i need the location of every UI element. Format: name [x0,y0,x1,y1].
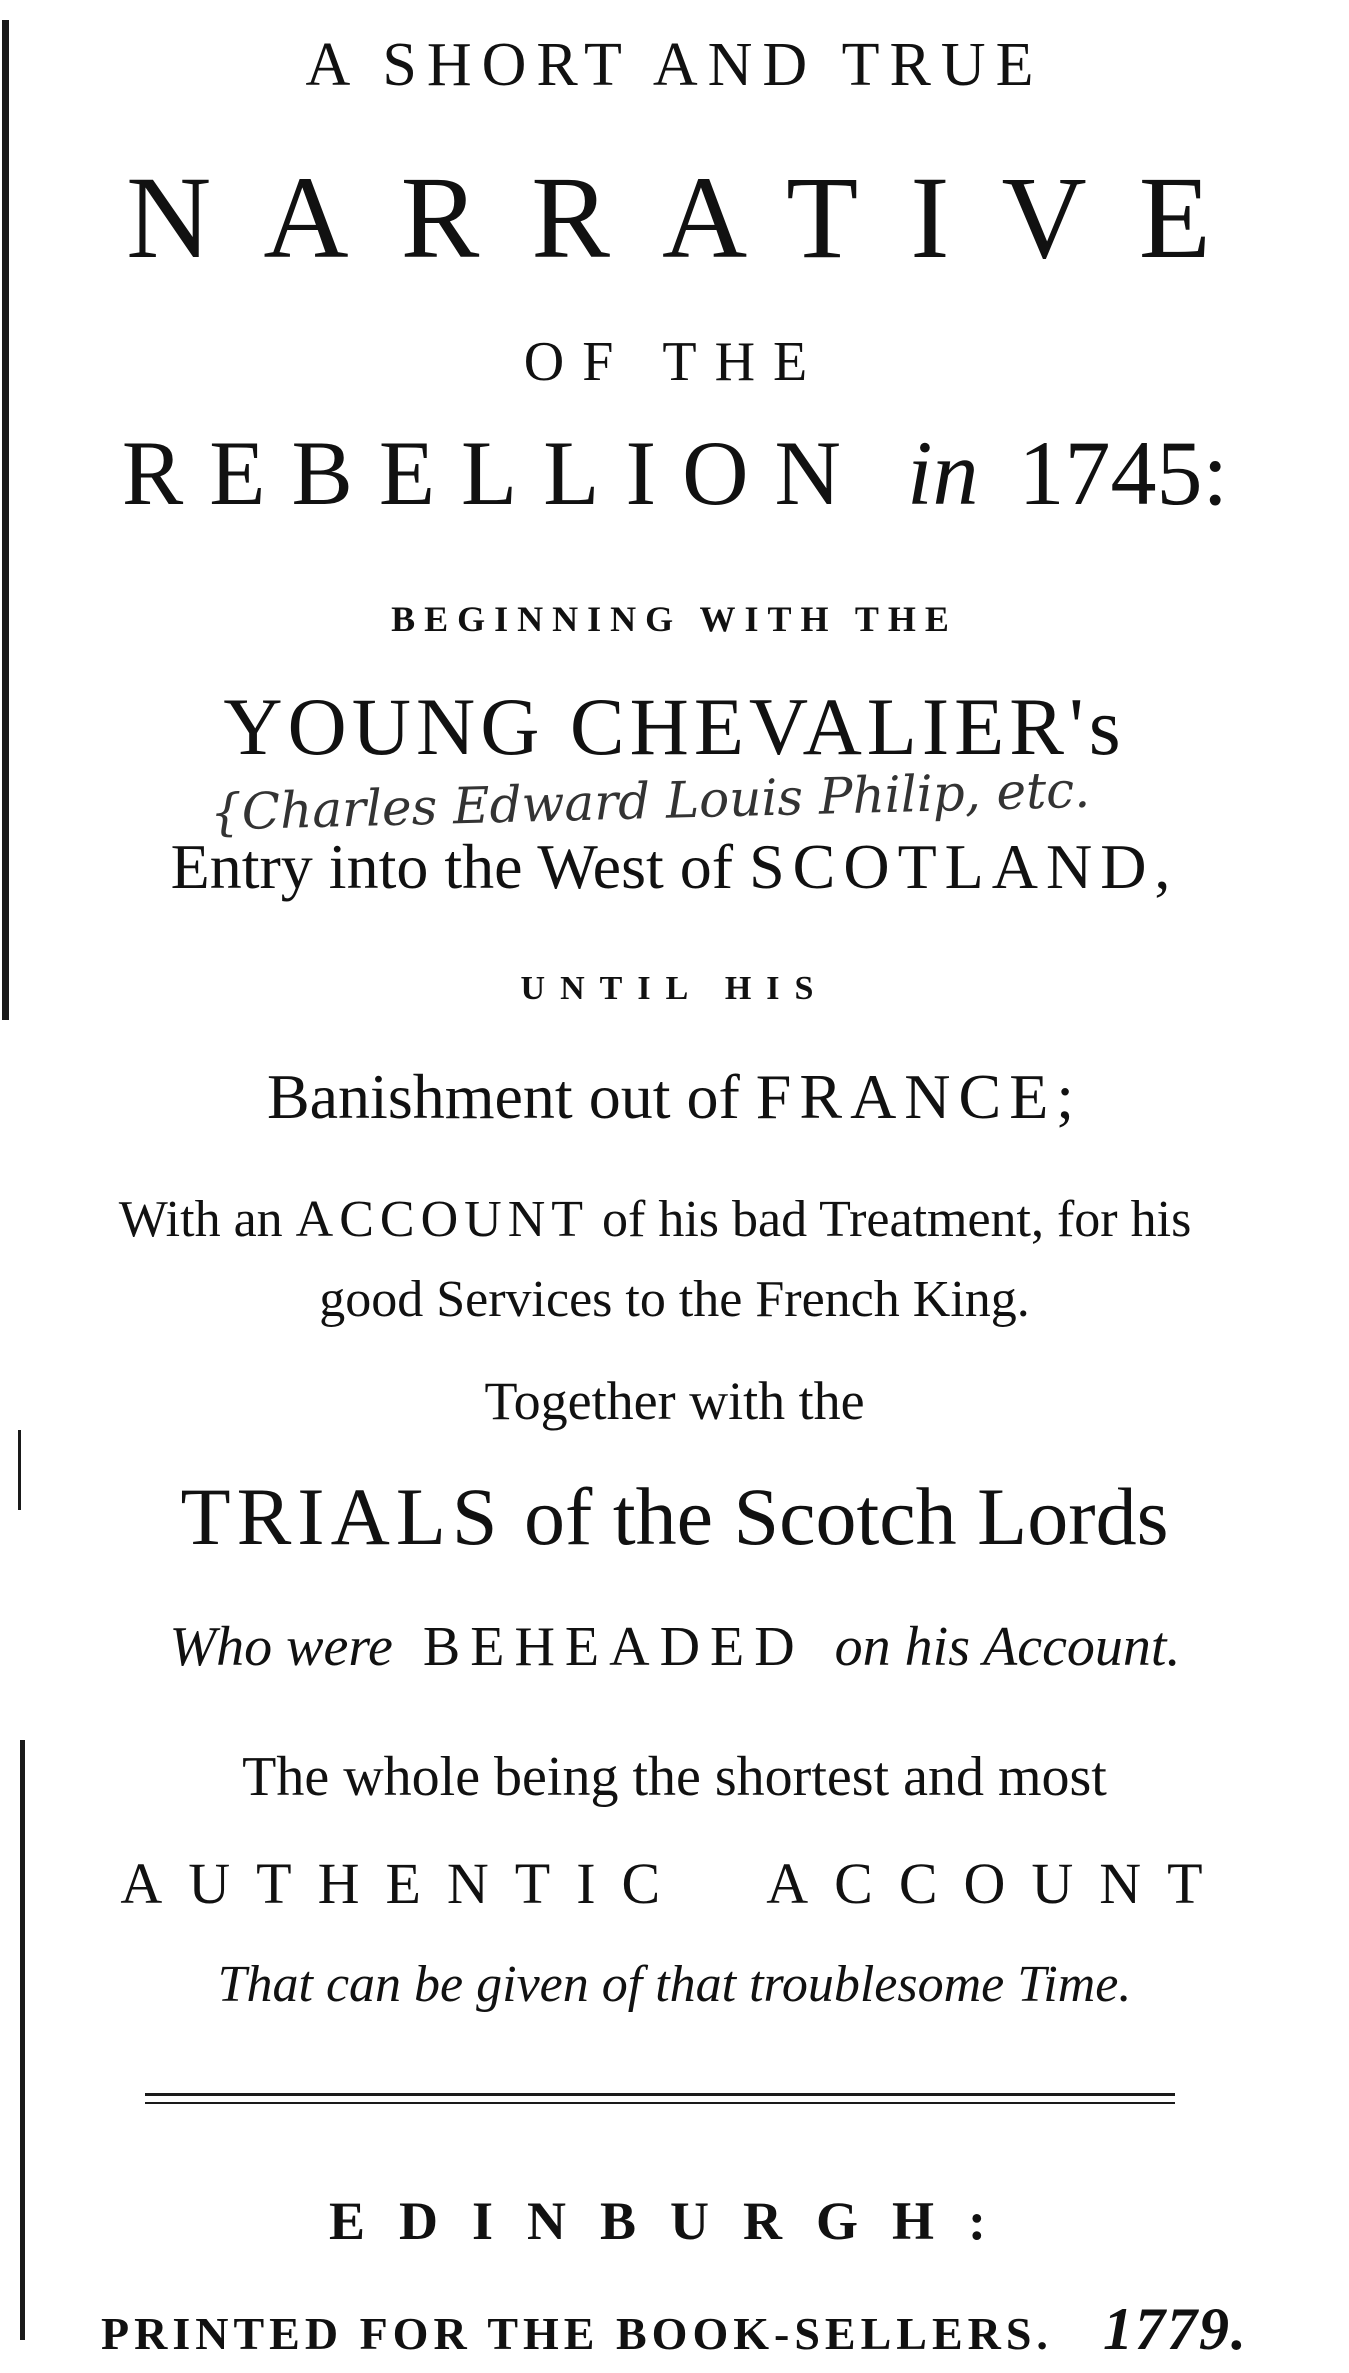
scotland-word: SCOTLAND, [749,831,1179,902]
title-line-narrative: NARRATIVE [126,152,1263,283]
banishment-text: Banishment out of [266,1061,740,1132]
divider-rule-thick [145,2093,1175,2096]
subtitle-beheaded [30,1615,1320,1679]
imprint-place: EDINBURGH: [328,2191,1021,2251]
imprint-printer [0,2295,1349,2364]
rebellion-word: REBELLION [121,422,867,524]
subtitle-authentic-account [0,1850,1349,1917]
subtitle-account-line-2: good Services to the French King. [319,1271,1030,1328]
account-word-2: ACCOUNT [766,1851,1229,1916]
beheaded-post: on his Account. [834,1616,1181,1678]
title-line-rebellion [20,420,1330,526]
authentic-word: AUTHENTIC [120,1851,687,1916]
beheaded-pre: Who were [169,1616,393,1678]
subtitle-banishment [0,1060,1349,1134]
trials-post: of the Scotch Lords [524,1471,1169,1562]
divider-rule-thin [145,2102,1175,2104]
title-line-of-the: OF THE [523,331,826,393]
account-word: ACCOUNT [295,1191,590,1248]
subtitle-troublesome-time: That can be given of that troublesome Time. [217,1956,1132,2013]
subtitle-beginning: BEGINNING WITH THE [391,599,958,639]
imprint-printer-text: PRINTED FOR THE BOOK-SELLERS. [101,2308,1053,2359]
france-word: FRANCE; [755,1061,1083,1132]
subtitle-entry-scotland [50,830,1299,904]
binding-edge-shadow [2,20,9,1020]
account-pre: With an [118,1191,283,1248]
subtitle-together: Together with the [484,1371,865,1431]
handwritten-annotation: {Charles Edward Louis Philip, etc. [209,760,1091,842]
subtitle-trials [0,1470,1349,1564]
account-post: of his bad Treatment, for his [602,1191,1192,1248]
subtitle-whole-being: The whole being the shortest and most [242,1746,1107,1808]
in-word: in [906,422,979,524]
imprint-year: 1779. [1102,2296,1248,2362]
beheaded-word: BEHEADED [422,1616,805,1678]
rebellion-year: 1745: [1018,422,1229,524]
trials-word: TRIALS [180,1471,504,1562]
entry-text: Entry into the West of [170,831,734,902]
subtitle-account-line-1 [10,1190,1300,1249]
subtitle-young-chevalier: YOUNG CHEVALIER's [223,681,1126,772]
title-line-short-and-true: A SHORT AND TRUE [305,31,1044,99]
subtitle-until-his: UNTIL HIS [520,970,829,1007]
